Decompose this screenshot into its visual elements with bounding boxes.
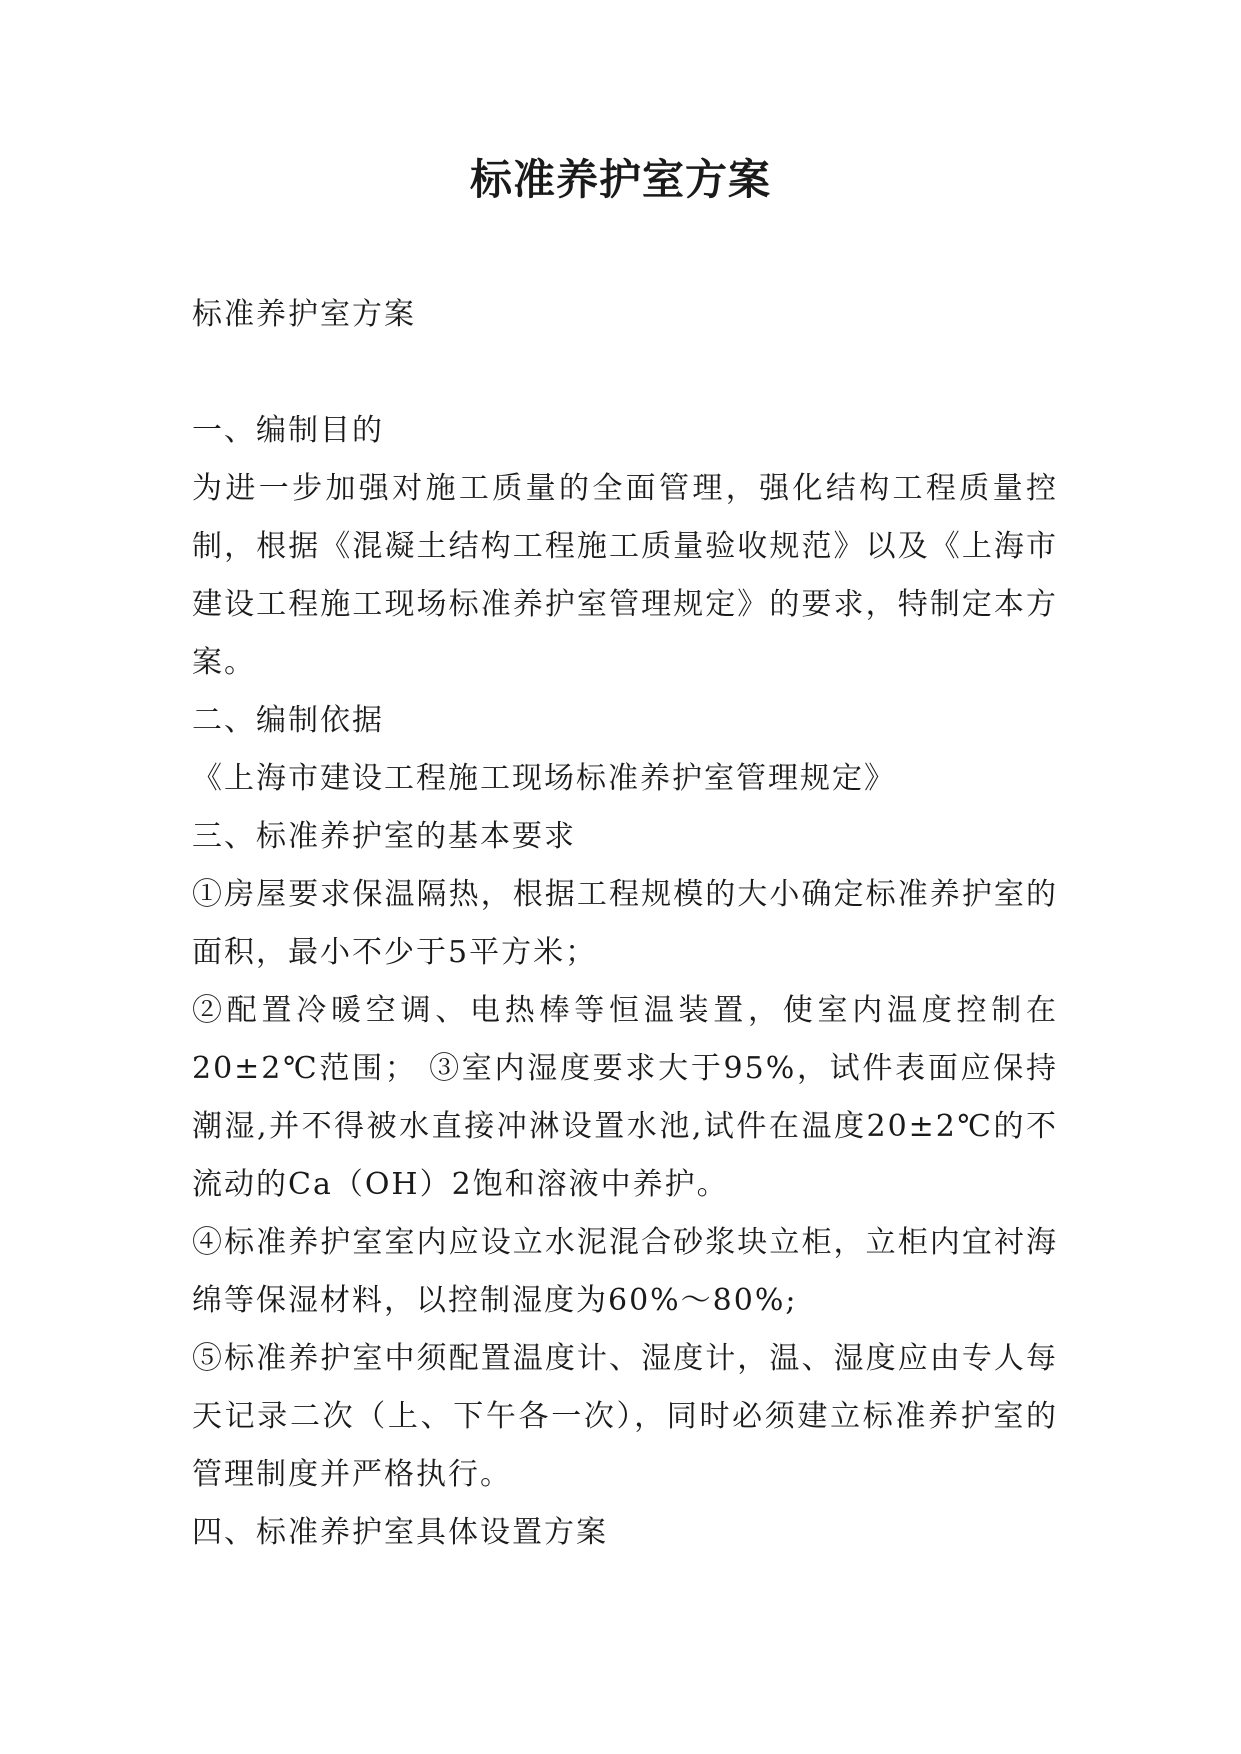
- section-heading-basis: 二、编制依据: [192, 703, 384, 738]
- paragraph-basis: 《上海市建设工程施工现场标准养护室管理规定》: [192, 761, 896, 796]
- document-subtitle: 标准养护室方案: [192, 297, 416, 332]
- requirement-item-4: ④标准养护室室内应设立水泥混合砂浆块立柜，立柜内宜衬海绵等保湿材料，以控制湿度为60%～80%;: [192, 1225, 1058, 1318]
- requirement-item-2-3: ②配置冷暖空调、电热棒等恒温装置，使室内温度控制在20±2℃范围； ③室内湿度要求大于95%，试件表面应保持潮湿,并不得被水直接冲淋设置水池,试件在温度20±2℃的不流动的Ca（OH）2饱和溶液中养护。: [192, 993, 1058, 1202]
- requirement-item-5: ⑤标准养护室中须配置温度计、湿度计，温、湿度应由专人每天记录二次（上、下午各一次），同时必须建立标准养护室的管理制度并严格执行。: [192, 1341, 1058, 1492]
- section-heading-requirements: 三、标准养护室的基本要求: [192, 819, 576, 854]
- paragraph-purpose: 为进一步加强对施工质量的全面管理，强化结构工程质量控制，根据《混凝土结构工程施工质量验收规范》以及《上海市建设工程施工现场标准养护室管理规定》的要求，特制定本方案。: [192, 471, 1058, 680]
- section-heading-purpose: 一、编制目的: [192, 413, 384, 448]
- document-body: [192, 286, 1058, 1562]
- requirement-item-1: ①房屋要求保温隔热，根据工程规模的大小确定标准养护室的面积，最小不少于5平方米；: [192, 877, 1058, 970]
- section-heading-setup: 四、标准养护室具体设置方案: [192, 1515, 608, 1550]
- document-title: 标准养护室方案: [469, 155, 771, 204]
